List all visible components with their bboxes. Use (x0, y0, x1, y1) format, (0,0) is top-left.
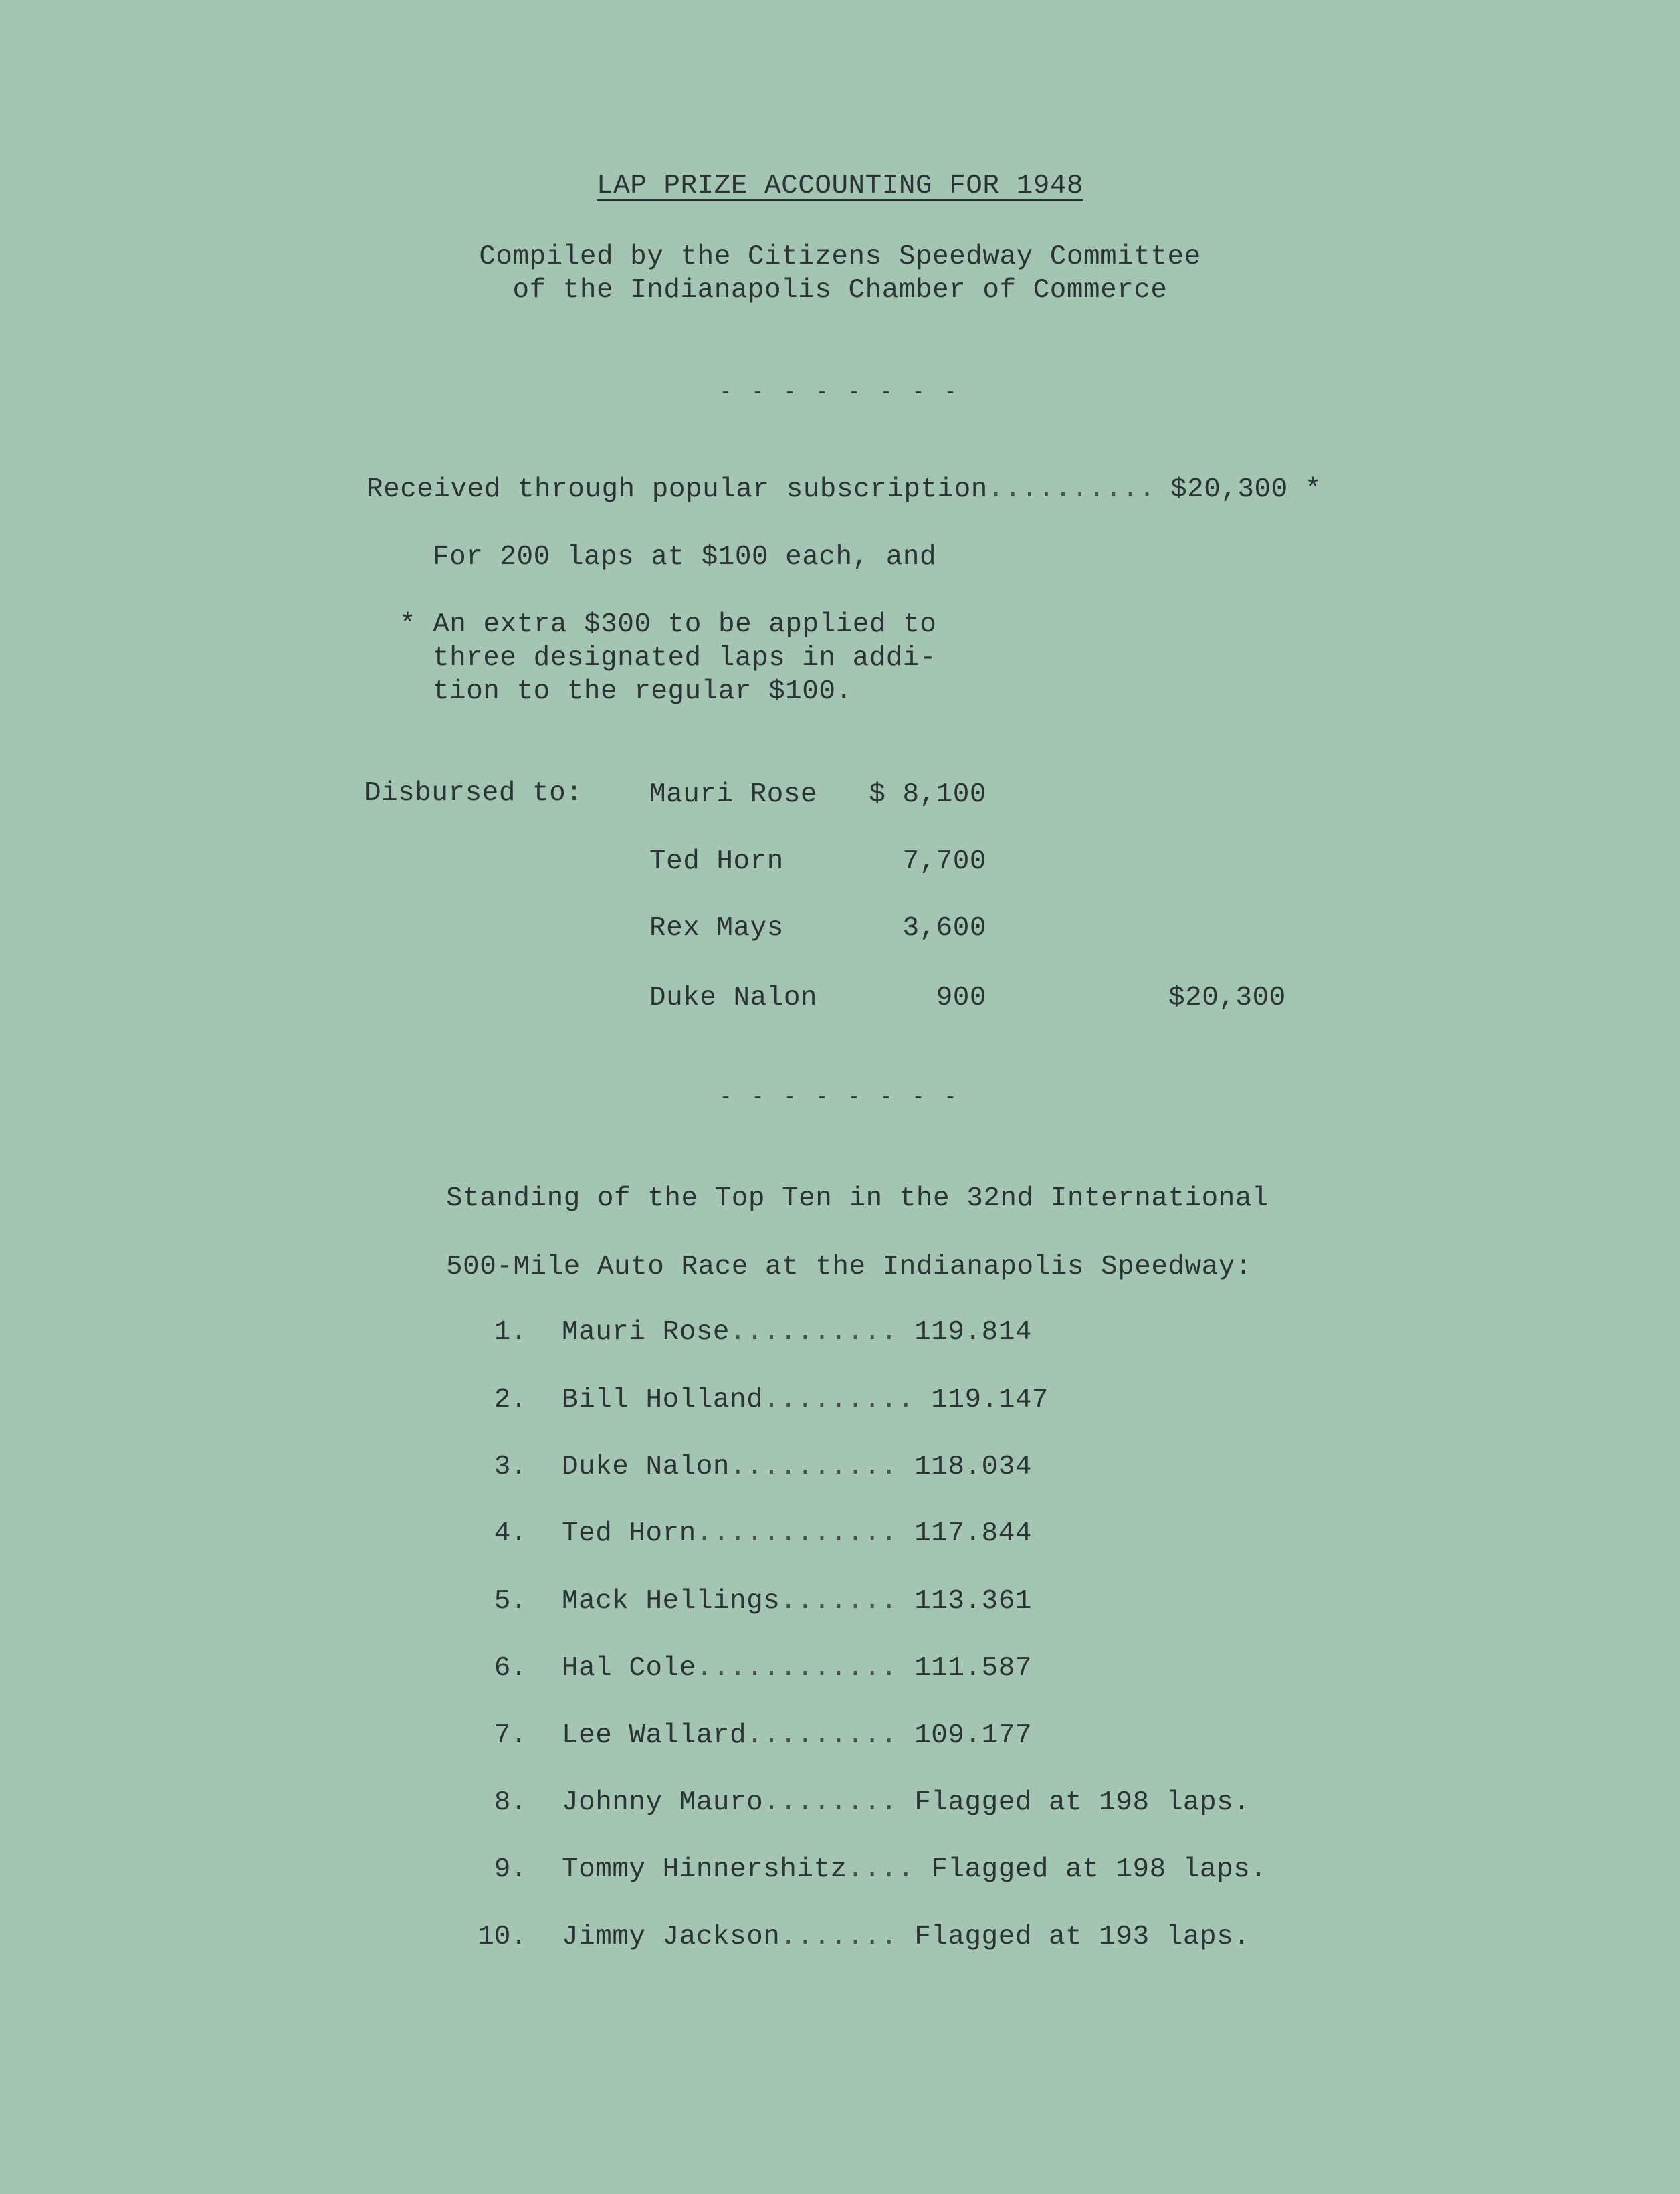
standing-position: 2. (494, 1385, 527, 1415)
subtitle-line-1: Compiled by the Citizens Speedway Committee (479, 241, 1201, 272)
driver-name: Ted Horn (562, 1518, 696, 1549)
standing-row (562, 1387, 1049, 1414)
driver-name: Lee Wallard (562, 1720, 747, 1751)
driver-result: 109.177 (914, 1720, 1032, 1751)
dot-leader: ....... (780, 1922, 898, 1953)
received-line (366, 476, 1156, 504)
dot-leader: ........ (763, 1787, 898, 1818)
received-note-2-line-3: tion to the regular $100. (433, 676, 853, 707)
received-note-2-line-2: three designated laps in addi- (433, 643, 937, 674)
disbursed-amount: $ 8,100 (869, 779, 986, 810)
driver-name: Mack Hellings (562, 1586, 780, 1617)
standing-heading-line-2: 500-Mile Auto Race at the Indianapolis Speedway: (446, 1252, 1252, 1282)
driver-name: Hal Cole (562, 1653, 696, 1684)
driver-name: Tommy Hinnershitz (562, 1854, 847, 1885)
driver-result: 111.587 (914, 1653, 1032, 1684)
received-note-1: For 200 laps at $100 each, and (433, 542, 937, 573)
dot-leader: .......... (730, 1317, 898, 1348)
received-note-2-line-1: * An extra $300 to be applied to (399, 609, 937, 640)
driver-result: 119.147 (931, 1385, 1049, 1415)
received-amount: $20,300 * (1170, 474, 1322, 505)
driver-result: 113.361 (914, 1586, 1032, 1617)
disbursed-name: Rex Mays (649, 913, 784, 944)
standing-position: 5. (494, 1586, 527, 1617)
driver-result: 118.034 (914, 1452, 1032, 1482)
received-label: Received through popular subscription (366, 474, 988, 505)
driver-name: Bill Holland (562, 1385, 764, 1415)
disbursed-name: Duke Nalon (649, 983, 818, 1013)
driver-name: Johnny Mauro (562, 1787, 764, 1818)
disbursed-amount: 7,700 (902, 846, 986, 877)
standing-row (562, 1856, 1267, 1884)
disbursed-label: Disbursed to: (364, 778, 583, 809)
standing-position: 6. (494, 1653, 527, 1684)
standing-row (562, 1588, 1032, 1615)
standing-position: 4. (494, 1518, 527, 1549)
driver-result: 117.844 (914, 1518, 1032, 1549)
standing-row (562, 1520, 1032, 1548)
separator-1: - - - - - - - - (719, 381, 961, 404)
dot-leader: ......... (746, 1720, 898, 1751)
standing-position: 3. (494, 1452, 527, 1482)
dot-leader: ............ (696, 1653, 898, 1684)
standing-heading-line-1: Standing of the Top Ten in the 32nd International (446, 1183, 1269, 1214)
standing-position: 9. (494, 1854, 527, 1885)
driver-name: Mauri Rose (562, 1317, 730, 1348)
standing-row (562, 1924, 1250, 1951)
dot-leader: ....... (780, 1586, 898, 1617)
driver-name: Jimmy Jackson (562, 1922, 780, 1953)
driver-result: Flagged at 198 laps. (931, 1854, 1267, 1885)
disbursed-amount: 900 (936, 983, 986, 1013)
disbursed-name: Ted Horn (649, 846, 784, 877)
dot-leader: .... (847, 1854, 915, 1885)
subtitle-line-2: of the Indianapolis Chamber of Commerce (512, 275, 1168, 306)
standing-row (562, 1722, 1032, 1750)
standing-row (562, 1655, 1032, 1682)
standing-position: 1. (494, 1317, 527, 1348)
disbursed-name: Mauri Rose (649, 779, 818, 810)
standing-row (562, 1789, 1250, 1817)
standing-row (562, 1454, 1032, 1481)
dot-leader: ......... (763, 1385, 915, 1415)
received-leader: .......... (987, 474, 1156, 505)
dot-leader: .......... (730, 1452, 898, 1482)
driver-result: Flagged at 198 laps. (914, 1787, 1251, 1818)
dot-leader: ............ (696, 1518, 898, 1549)
disbursed-total: $20,300 (1168, 983, 1286, 1013)
driver-result: Flagged at 193 laps. (914, 1922, 1251, 1953)
driver-name: Duke Nalon (562, 1452, 730, 1482)
standing-position: 7. (494, 1720, 527, 1751)
driver-result: 119.814 (914, 1317, 1032, 1348)
document-title: LAP PRIZE ACCOUNTING FOR 1948 (596, 171, 1084, 201)
standing-position: 10. (478, 1922, 527, 1953)
standing-position: 8. (494, 1787, 527, 1818)
separator-2: - - - - - - - - (719, 1086, 961, 1109)
standing-row (562, 1319, 1032, 1347)
disbursed-amount: 3,600 (902, 913, 986, 944)
